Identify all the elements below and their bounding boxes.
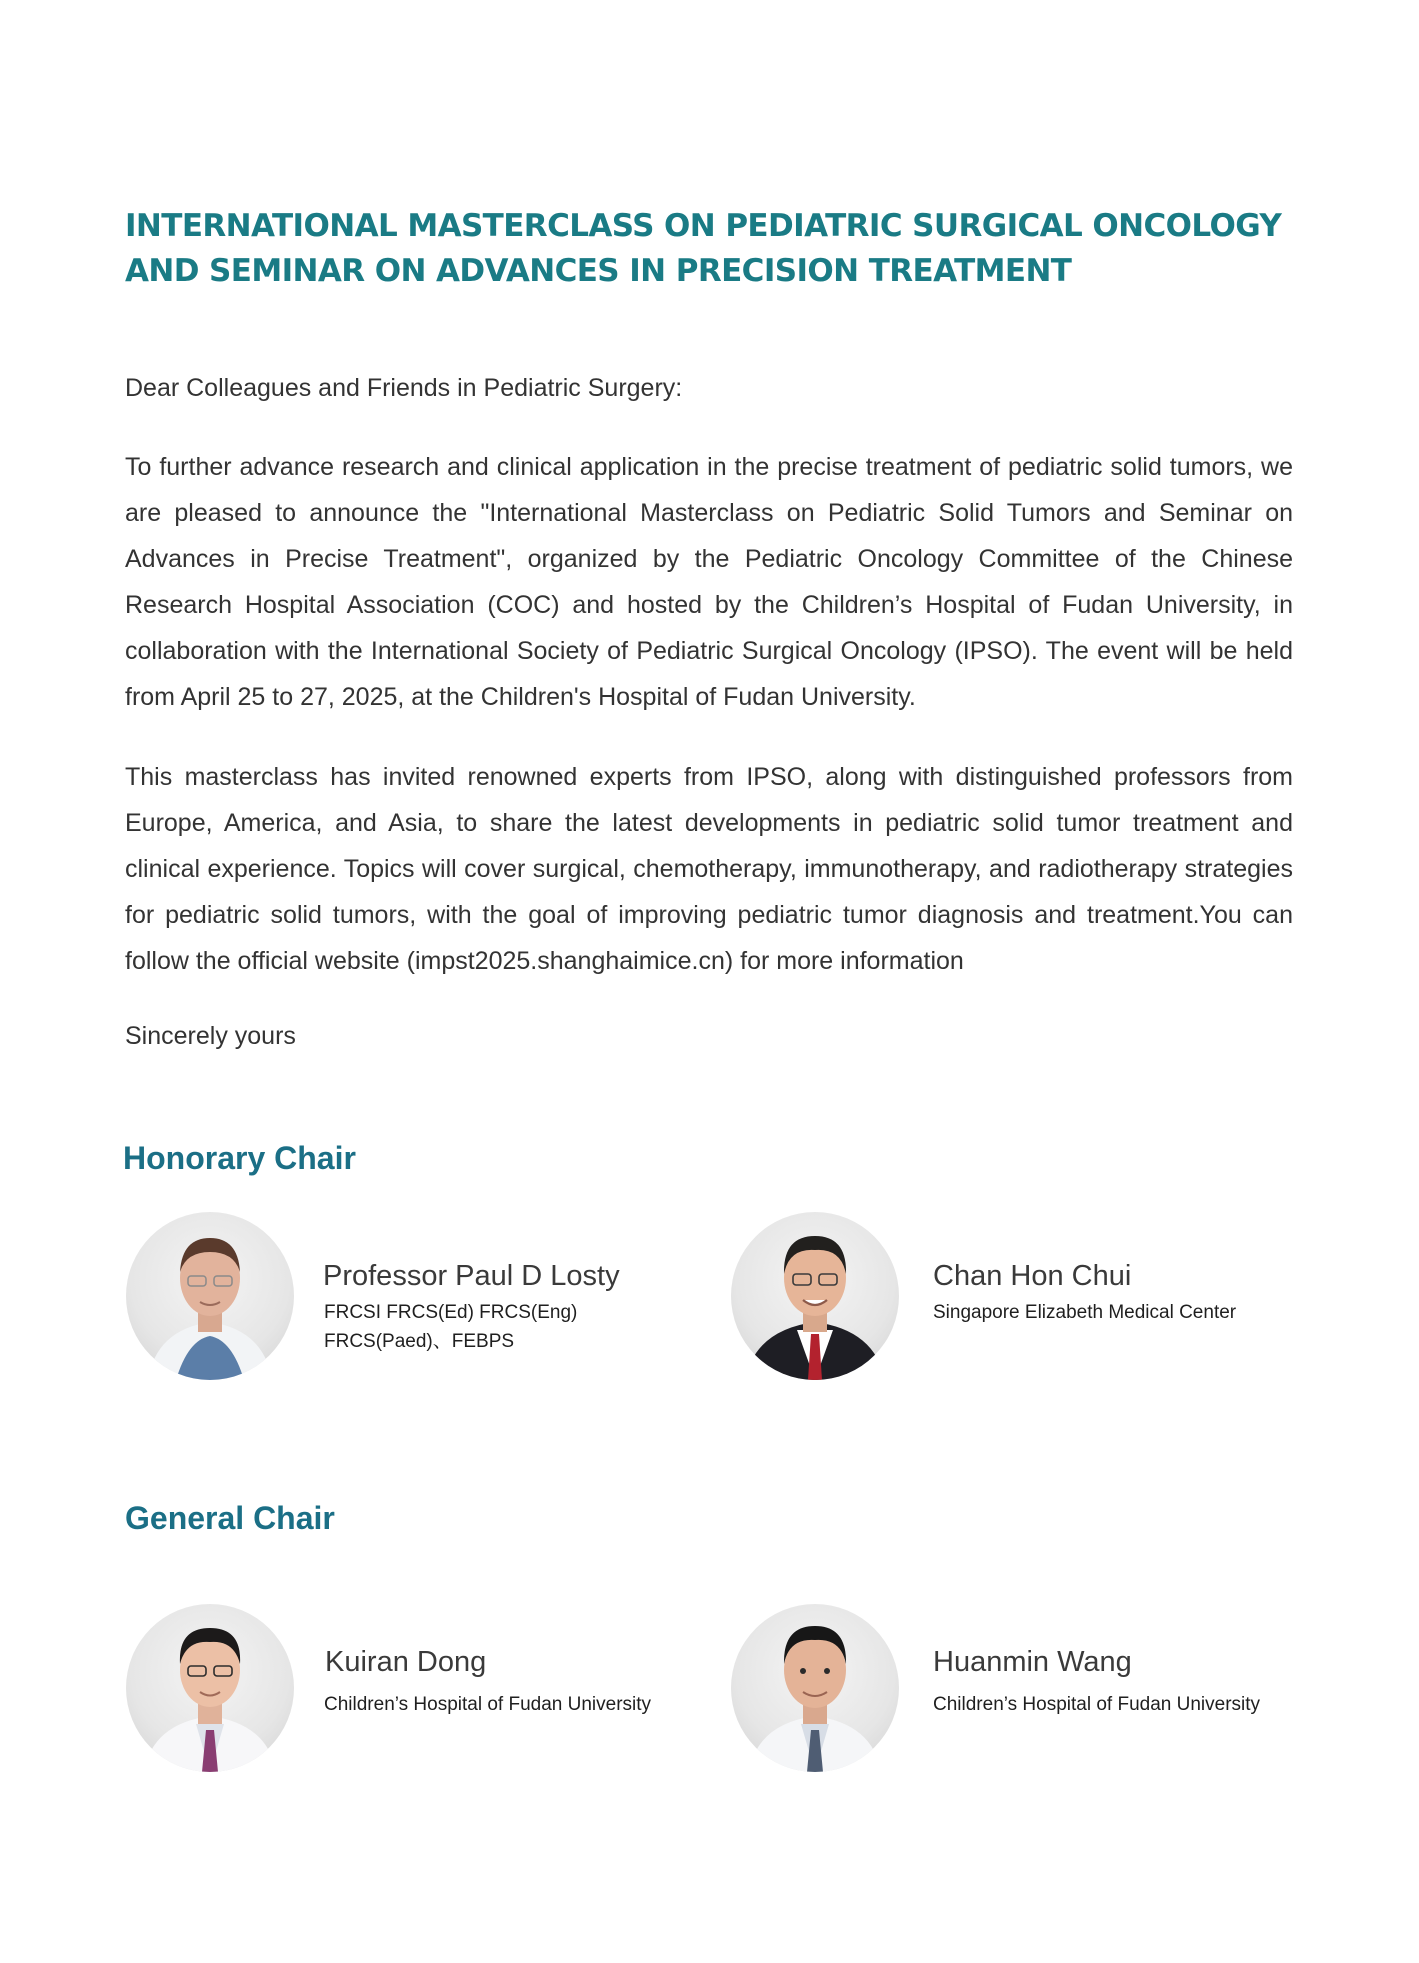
honorary-chair-heading: Honorary Chair	[123, 1140, 356, 1176]
person-credentials	[324, 1298, 577, 1356]
general-chair-heading: General Chair	[125, 1500, 335, 1536]
avatar-portrait	[731, 1212, 899, 1380]
paragraph-masterclass-details: This masterclass has invited renowned experts from IPSO, along with distinguished professors from Europe, America, and Asia, to share the latest developments in pediatric solid tumor treatment and clinical experience. Topics will cover surgical, chemotherapy, immunotherapy, and radiotherapy strategies for pediatric solid tumors, with the goal of improving pediatric tumor diagnosis and treatment.You can follow the official website (impst2025.shanghaimice.cn) for more information	[125, 763, 1293, 975]
credentials-line-2: FRCS(Paed)、FEBPS	[324, 1331, 515, 1352]
avatar-photo	[731, 1604, 899, 1772]
avatar-photo	[126, 1212, 294, 1380]
person-affiliation	[933, 1690, 1260, 1719]
closing: Sincerely yours	[125, 1022, 296, 1050]
avatar-portrait	[126, 1212, 294, 1380]
person-card-chan	[731, 1212, 1331, 1382]
avatar-photo	[731, 1212, 899, 1380]
avatar-photo	[126, 1604, 294, 1772]
person-name: Huanmin Wang	[933, 1646, 1132, 1678]
person-affiliation	[324, 1690, 651, 1719]
person-name: Professor Paul D Losty	[323, 1260, 620, 1292]
person-card-wang	[731, 1604, 1331, 1774]
affiliation-line: Children’s Hospital of Fudan University	[324, 1694, 652, 1715]
person-name: Kuiran Dong	[325, 1646, 487, 1678]
person-card-losty	[126, 1212, 726, 1382]
title-line-1: INTERNATIONAL MASTERCLASS ON PEDIATRIC SURGICAL ONCOLOGY	[125, 208, 1282, 244]
person-card-dong	[126, 1604, 726, 1774]
affiliation-line: Singapore Elizabeth Medical Center	[933, 1302, 1237, 1323]
paragraph-event-announcement: To further advance research and clinical application in the precise treatment of pediatric solid tumors, we are pleased to announce the "International Masterclass on Pediatric Solid Tumors and Seminar on Advances in Precise Treatment", organized by the Pediatric Oncology Committee of the Chinese Research Hospital Association (COC) and hosted by the Children’s Hospital of Fudan University, in collaboration with the International Society of Pediatric Surgical Oncology (IPSO). The event will be held from April 25 to 27, 2025, at the Children's Hospital of Fudan University.	[125, 453, 1293, 711]
letter-body	[125, 368, 1293, 1056]
person-name: Chan Hon Chui	[933, 1260, 1132, 1292]
affiliation-line: Children’s Hospital of Fudan University	[933, 1694, 1261, 1715]
greeting: Dear Colleagues and Friends in Pediatric Surgery:	[125, 374, 683, 402]
avatar-portrait	[731, 1604, 899, 1772]
title-line-2: AND SEMINAR ON ADVANCES IN PRECISION TREATMENT	[125, 253, 1072, 289]
document-title	[125, 204, 1305, 294]
person-affiliation	[933, 1298, 1236, 1327]
avatar-portrait	[126, 1604, 294, 1772]
credentials-line-1: FRCSI FRCS(Ed) FRCS(Eng)	[324, 1302, 578, 1323]
